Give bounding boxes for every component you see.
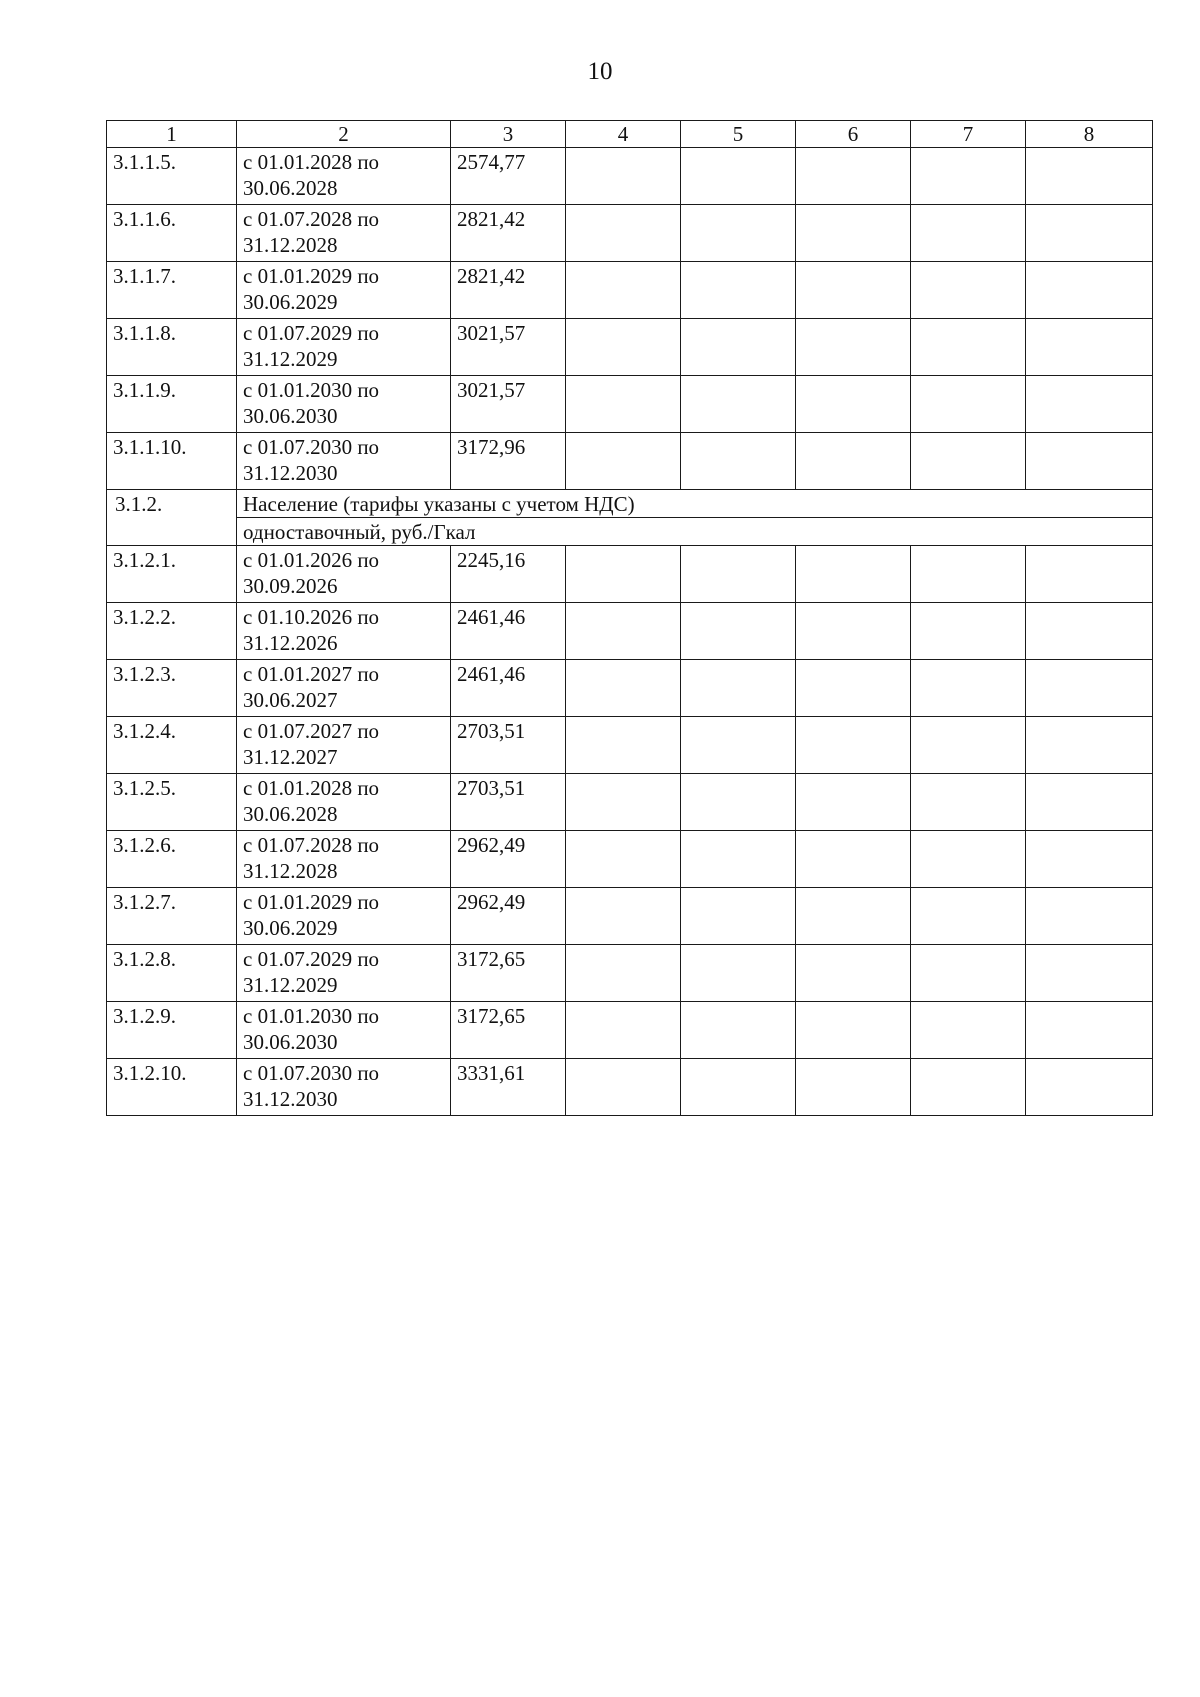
table-row	[107, 888, 1153, 945]
empty-cell-col-7	[911, 945, 1026, 1002]
row-code-cell: 3.1.2.10.	[107, 1059, 237, 1116]
empty-cell-col-6	[796, 1002, 911, 1059]
empty-cell-col-6	[796, 546, 911, 603]
row-code-cell: 3.1.2.4.	[107, 717, 237, 774]
empty-cell-col-5	[681, 660, 796, 717]
empty-cell-col-5	[681, 945, 796, 1002]
empty-cell-col-8	[1026, 205, 1153, 262]
period-cell: с 01.01.2027 по 30.06.2027	[237, 660, 451, 717]
empty-cell-col-4	[566, 717, 681, 774]
empty-cell-col-7	[911, 603, 1026, 660]
empty-cell-col-4	[566, 831, 681, 888]
empty-cell-col-6	[796, 888, 911, 945]
period-cell: с 01.07.2030 по 31.12.2030	[237, 1059, 451, 1116]
table-body	[107, 121, 1153, 1116]
empty-cell-col-7	[911, 148, 1026, 205]
empty-cell-col-4	[566, 148, 681, 205]
table-row	[107, 774, 1153, 831]
empty-cell-col-6	[796, 1059, 911, 1116]
period-cell: с 01.07.2028 по 31.12.2028	[237, 831, 451, 888]
column-number-2: 2	[237, 121, 451, 148]
tariff-value-cell: 2703,51	[451, 717, 566, 774]
column-number-8: 8	[1026, 121, 1153, 148]
empty-cell-col-8	[1026, 717, 1153, 774]
empty-cell-col-6	[796, 148, 911, 205]
table-row	[107, 1002, 1153, 1059]
period-cell: с 01.01.2029 по 30.06.2029	[237, 888, 451, 945]
tariff-value-cell: 2821,42	[451, 262, 566, 319]
empty-cell-col-8	[1026, 376, 1153, 433]
empty-cell-col-4	[566, 205, 681, 262]
table-row	[107, 1059, 1153, 1116]
table-row	[107, 660, 1153, 717]
tariff-value-cell: 2245,16	[451, 546, 566, 603]
empty-cell-col-6	[796, 319, 911, 376]
period-cell: с 01.01.2030 по 30.06.2030	[237, 376, 451, 433]
period-cell: с 01.07.2027 по 31.12.2027	[237, 717, 451, 774]
empty-cell-col-6	[796, 262, 911, 319]
empty-cell-col-7	[911, 205, 1026, 262]
period-cell: с 01.10.2026 по 31.12.2026	[237, 603, 451, 660]
empty-cell-col-7	[911, 717, 1026, 774]
empty-cell-col-6	[796, 205, 911, 262]
period-cell: с 01.01.2028 по 30.06.2028	[237, 774, 451, 831]
empty-cell-col-5	[681, 603, 796, 660]
empty-cell-col-8	[1026, 831, 1153, 888]
tariff-value-cell: 2962,49	[451, 831, 566, 888]
empty-cell-col-6	[796, 376, 911, 433]
empty-cell-col-8	[1026, 660, 1153, 717]
period-cell: с 01.01.2026 по 30.09.2026	[237, 546, 451, 603]
empty-cell-col-4	[566, 774, 681, 831]
row-code-cell: 3.1.1.5.	[107, 148, 237, 205]
empty-cell-col-7	[911, 1059, 1026, 1116]
empty-cell-col-7	[911, 376, 1026, 433]
table-row	[107, 319, 1153, 376]
empty-cell-col-6	[796, 717, 911, 774]
row-code-cell: 3.1.2.7.	[107, 888, 237, 945]
empty-cell-col-5	[681, 1059, 796, 1116]
empty-cell-col-4	[566, 945, 681, 1002]
tariff-value-cell: 3331,61	[451, 1059, 566, 1116]
empty-cell-col-7	[911, 319, 1026, 376]
empty-cell-col-7	[911, 546, 1026, 603]
empty-cell-col-7	[911, 262, 1026, 319]
empty-cell-col-7	[911, 660, 1026, 717]
table-row	[107, 546, 1153, 603]
column-number-row	[107, 121, 1153, 148]
table-row	[107, 262, 1153, 319]
empty-cell-col-5	[681, 433, 796, 490]
empty-cell-col-6	[796, 774, 911, 831]
empty-cell-col-6	[796, 603, 911, 660]
empty-cell-col-6	[796, 433, 911, 490]
row-code-cell: 3.1.1.6.	[107, 205, 237, 262]
empty-cell-col-4	[566, 888, 681, 945]
empty-cell-col-4	[566, 262, 681, 319]
tariff-value-cell: 3172,65	[451, 1002, 566, 1059]
column-number-5: 5	[681, 121, 796, 148]
empty-cell-col-8	[1026, 433, 1153, 490]
empty-cell-col-5	[681, 148, 796, 205]
empty-cell-col-5	[681, 205, 796, 262]
empty-cell-col-5	[681, 774, 796, 831]
tariff-table	[106, 120, 1153, 1116]
empty-cell-col-4	[566, 1059, 681, 1116]
empty-cell-col-5	[681, 1002, 796, 1059]
column-number-4: 4	[566, 121, 681, 148]
empty-cell-col-5	[681, 717, 796, 774]
empty-cell-col-5	[681, 376, 796, 433]
table-row	[107, 376, 1153, 433]
tariff-value-cell: 2962,49	[451, 888, 566, 945]
empty-cell-col-4	[566, 433, 681, 490]
empty-cell-col-7	[911, 888, 1026, 945]
empty-cell-col-6	[796, 831, 911, 888]
period-cell: с 01.01.2029 по 30.06.2029	[237, 262, 451, 319]
table-row	[107, 603, 1153, 660]
column-number-1: 1	[107, 121, 237, 148]
page-number: 10	[587, 58, 613, 85]
period-cell: с 01.07.2029 по 31.12.2029	[237, 945, 451, 1002]
empty-cell-col-5	[681, 888, 796, 945]
table-row	[107, 433, 1153, 490]
tariff-value-cell: 2461,46	[451, 603, 566, 660]
column-number-3: 3	[451, 121, 566, 148]
period-cell: с 01.07.2028 по 31.12.2028	[237, 205, 451, 262]
table-row	[107, 717, 1153, 774]
empty-cell-col-8	[1026, 262, 1153, 319]
empty-cell-col-5	[681, 546, 796, 603]
empty-cell-col-5	[681, 262, 796, 319]
empty-cell-col-8	[1026, 148, 1153, 205]
row-code-cell: 3.1.2.9.	[107, 1002, 237, 1059]
tariff-value-cell: 2461,46	[451, 660, 566, 717]
row-code-cell: 3.1.1.10.	[107, 433, 237, 490]
empty-cell-col-8	[1026, 945, 1153, 1002]
empty-cell-col-6	[796, 660, 911, 717]
empty-cell-col-8	[1026, 1059, 1153, 1116]
period-cell: с 01.07.2029 по 31.12.2029	[237, 319, 451, 376]
row-code-cell: 3.1.1.7.	[107, 262, 237, 319]
empty-cell-col-8	[1026, 1002, 1153, 1059]
table-row	[107, 148, 1153, 205]
row-code-cell: 3.1.1.8.	[107, 319, 237, 376]
empty-cell-col-7	[911, 774, 1026, 831]
empty-cell-col-4	[566, 546, 681, 603]
empty-cell-col-7	[911, 433, 1026, 490]
empty-cell-col-5	[681, 831, 796, 888]
tariff-value-cell: 2574,77	[451, 148, 566, 205]
empty-cell-col-4	[566, 376, 681, 433]
empty-cell-col-8	[1026, 603, 1153, 660]
empty-cell-col-8	[1026, 546, 1153, 603]
group-unit-cell: одноставочный, руб./Гкал	[237, 518, 1153, 546]
table-row	[107, 831, 1153, 888]
empty-cell-col-7	[911, 1002, 1026, 1059]
empty-cell-col-8	[1026, 888, 1153, 945]
tariff-value-cell: 2821,42	[451, 205, 566, 262]
table-row	[107, 205, 1153, 262]
period-cell: с 01.01.2028 по 30.06.2028	[237, 148, 451, 205]
tariff-value-cell: 3021,57	[451, 376, 566, 433]
group-title-cell: Население (тарифы указаны с учетом НДС)	[237, 490, 1153, 518]
empty-cell-col-6	[796, 945, 911, 1002]
tariff-value-cell: 2703,51	[451, 774, 566, 831]
period-cell: с 01.01.2030 по 30.06.2030	[237, 1002, 451, 1059]
row-code-cell: 3.1.2.3.	[107, 660, 237, 717]
empty-cell-col-4	[566, 603, 681, 660]
row-code-cell: 3.1.2.2.	[107, 603, 237, 660]
table-row	[107, 945, 1153, 1002]
tariff-value-cell: 3172,96	[451, 433, 566, 490]
column-number-6: 6	[796, 121, 911, 148]
empty-cell-col-8	[1026, 319, 1153, 376]
row-code-cell: 3.1.2.1.	[107, 546, 237, 603]
empty-cell-col-4	[566, 660, 681, 717]
group-code-cell: 3.1.2.	[107, 490, 237, 546]
group-heading-row	[107, 490, 1153, 518]
tariff-value-cell: 3021,57	[451, 319, 566, 376]
period-cell: с 01.07.2030 по 31.12.2030	[237, 433, 451, 490]
tariff-value-cell: 3172,65	[451, 945, 566, 1002]
empty-cell-col-8	[1026, 774, 1153, 831]
row-code-cell: 3.1.2.5.	[107, 774, 237, 831]
column-number-7: 7	[911, 121, 1026, 148]
empty-cell-col-4	[566, 1002, 681, 1059]
row-code-cell: 3.1.2.8.	[107, 945, 237, 1002]
row-code-cell: 3.1.2.6.	[107, 831, 237, 888]
row-code-cell: 3.1.1.9.	[107, 376, 237, 433]
empty-cell-col-7	[911, 831, 1026, 888]
empty-cell-col-5	[681, 319, 796, 376]
empty-cell-col-4	[566, 319, 681, 376]
group-unit-row	[107, 518, 1153, 546]
